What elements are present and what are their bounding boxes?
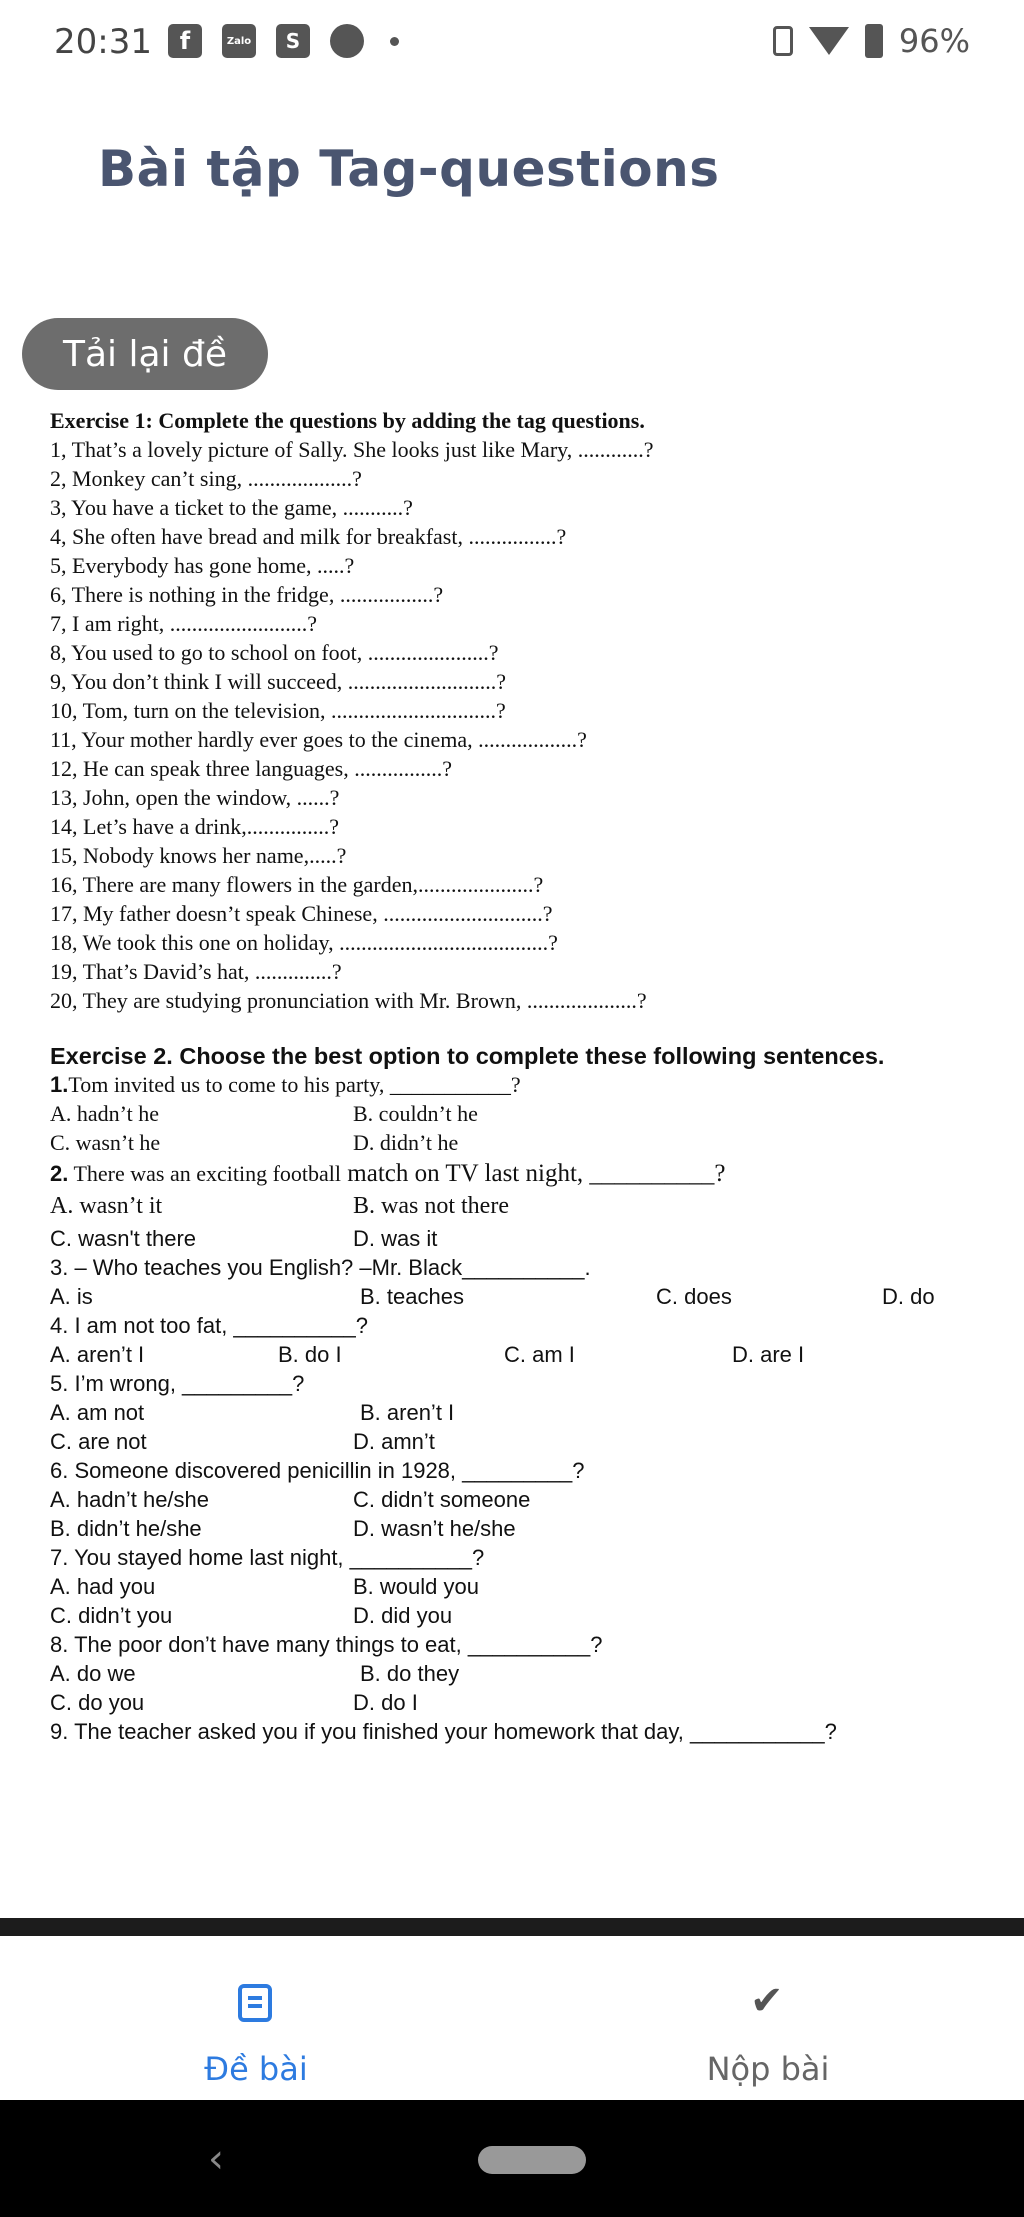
system-nav-bar (0, 2100, 1024, 2217)
option: D. do (882, 1284, 935, 1309)
ex2-question-1: 1.Tom invited us to come to his party, ___________? (50, 1072, 521, 1097)
ex2-question-4: 4. I am not too fat, __________? (50, 1313, 369, 1338)
option: D. wasn’t he/she (353, 1516, 516, 1541)
ex1-item: 7, I am right, .........................? (50, 611, 318, 636)
exercise1-heading: Exercise 1: Complete the questions by adding the tag questions. (50, 408, 645, 433)
ex1-item: 12, He can speak three languages, ................? (50, 756, 452, 781)
option: D. didn’t he (353, 1130, 459, 1155)
option: A. hadn’t he/she (50, 1487, 210, 1512)
ex2-question-8: 8. The poor don’t have many things to eat, __________? (50, 1632, 603, 1657)
option: D. amn’t (353, 1429, 435, 1454)
divider (0, 1918, 1024, 1936)
ex1-item: 1, That’s a lovely picture of Sally. She looks just like Mary, ............? (50, 437, 654, 462)
back-button[interactable]: ‹ (208, 2136, 224, 2182)
ex1-item: 5, Everybody has gone home, .....? (50, 553, 355, 578)
wifi-icon (809, 27, 849, 55)
option: B. would you (353, 1574, 479, 1599)
option: C. am I (504, 1342, 575, 1367)
ex2-question-3: 3. – Who teaches you English? –Mr. Black__________. (50, 1255, 591, 1280)
option: B. do they (360, 1661, 460, 1686)
ex2-question-2: 2. There was an exciting football match on TV last night, __________? (50, 1160, 726, 1187)
option: C. do you (50, 1690, 145, 1715)
option: B. didn’t he/she (50, 1516, 202, 1541)
option: A. aren’t I (50, 1342, 145, 1367)
more-notifications-dot (390, 37, 399, 46)
tab-nop-bai-label: Nộp bài (706, 2050, 830, 2088)
page-title: Bài tập Tag-questions (98, 140, 720, 198)
ex1-item: 15, Nobody knows her name,.....? (50, 843, 347, 868)
option: C. does (656, 1284, 732, 1309)
option: C. are not (50, 1429, 147, 1454)
option: B. couldn’t he (353, 1101, 478, 1126)
battery-icon (865, 24, 883, 58)
ex1-item: 4, She often have bread and milk for breakfast, ................? (50, 524, 567, 549)
option: C. wasn’t he (50, 1130, 161, 1155)
status-bar (0, 0, 1024, 88)
ex1-item: 20, They are studying pronunciation with Mr. Brown, ....................? (50, 988, 647, 1013)
option: B. aren’t I (360, 1400, 455, 1425)
vibrate-icon (773, 26, 793, 56)
shopee-icon: S (276, 24, 310, 58)
tab-de-bai-label: Đề bài (204, 2050, 308, 2088)
ex1-item: 6, There is nothing in the fridge, .................? (50, 582, 444, 607)
option: A. hadn’t he (50, 1101, 159, 1126)
option: B. was not there (353, 1193, 509, 1219)
option: D. did you (353, 1603, 453, 1628)
option: A. is (50, 1284, 93, 1309)
document-icon (238, 1984, 272, 2022)
ex1-item: 9, You don’t think I will succeed, ...........................? (50, 669, 507, 694)
option: B. teaches (360, 1284, 464, 1309)
exercise2-heading: Exercise 2. Choose the best option to complete these following sentences. (50, 1043, 885, 1069)
ex2-question-5: 5. I’m wrong, _________? (50, 1371, 305, 1396)
ex1-item: 11, Your mother hardly ever goes to the cinema, ..................? (50, 727, 587, 752)
bottom-nav (0, 1936, 1024, 2100)
facebook-icon: f (168, 24, 202, 58)
status-time: 20:31 (54, 22, 152, 62)
system-status (773, 22, 970, 60)
tab-nop-bai[interactable] (512, 1936, 1024, 2100)
ex1-item: 19, That’s David’s hat, ..............? (50, 959, 342, 984)
notification-icons (168, 24, 399, 58)
option: A. am not (50, 1400, 145, 1425)
ex1-item: 2, Monkey can’t sing, ...................? (50, 466, 362, 491)
option: C. didn’t someone (353, 1487, 531, 1512)
ex2-question-7: 7. You stayed home last night, __________? (50, 1545, 485, 1570)
ex1-item: 10, Tom, turn on the television, ..............................? (50, 698, 506, 723)
option: A. wasn’t it (50, 1193, 163, 1219)
ex1-item: 8, You used to go to school on foot, ......................? (50, 640, 499, 665)
ex1-item: 18, We took this one on holiday, ......................................? (50, 930, 558, 955)
option: A. do we (50, 1661, 136, 1686)
option: D. do I (353, 1690, 418, 1715)
ex1-item: 3, You have a ticket to the game, ...........? (50, 495, 413, 520)
ex1-item: 16, There are many flowers in the garden,.....................? (50, 872, 544, 897)
option: B. do I (278, 1342, 342, 1367)
ex1-item: 17, My father doesn’t speak Chinese, .............................? (50, 901, 553, 926)
battery-percent: 96% (898, 22, 970, 60)
zalo-icon: Zalo (222, 24, 256, 58)
ex2-question-9: 9. The teacher asked you if you finished your homework that day, ___________? (50, 1719, 837, 1744)
option: C. didn’t you (50, 1603, 173, 1628)
option: A. had you (50, 1574, 156, 1599)
ex2-question-6: 6. Someone discovered penicillin in 1928, _________? (50, 1458, 585, 1483)
option: D. are I (732, 1342, 805, 1367)
ex1-item: 14, Let’s have a drink,...............? (50, 814, 339, 839)
home-button[interactable] (478, 2146, 586, 2174)
option: D. was it (353, 1226, 438, 1251)
reload-exercise-button[interactable]: Tải lại đề (22, 318, 268, 390)
option: C. wasn't there (50, 1226, 197, 1251)
chrome-icon (330, 24, 364, 58)
ex1-item: 13, John, open the window, ......? (50, 785, 340, 810)
checkmark-icon: ✔ (750, 1979, 784, 2023)
tab-de-bai[interactable] (0, 1936, 512, 2100)
